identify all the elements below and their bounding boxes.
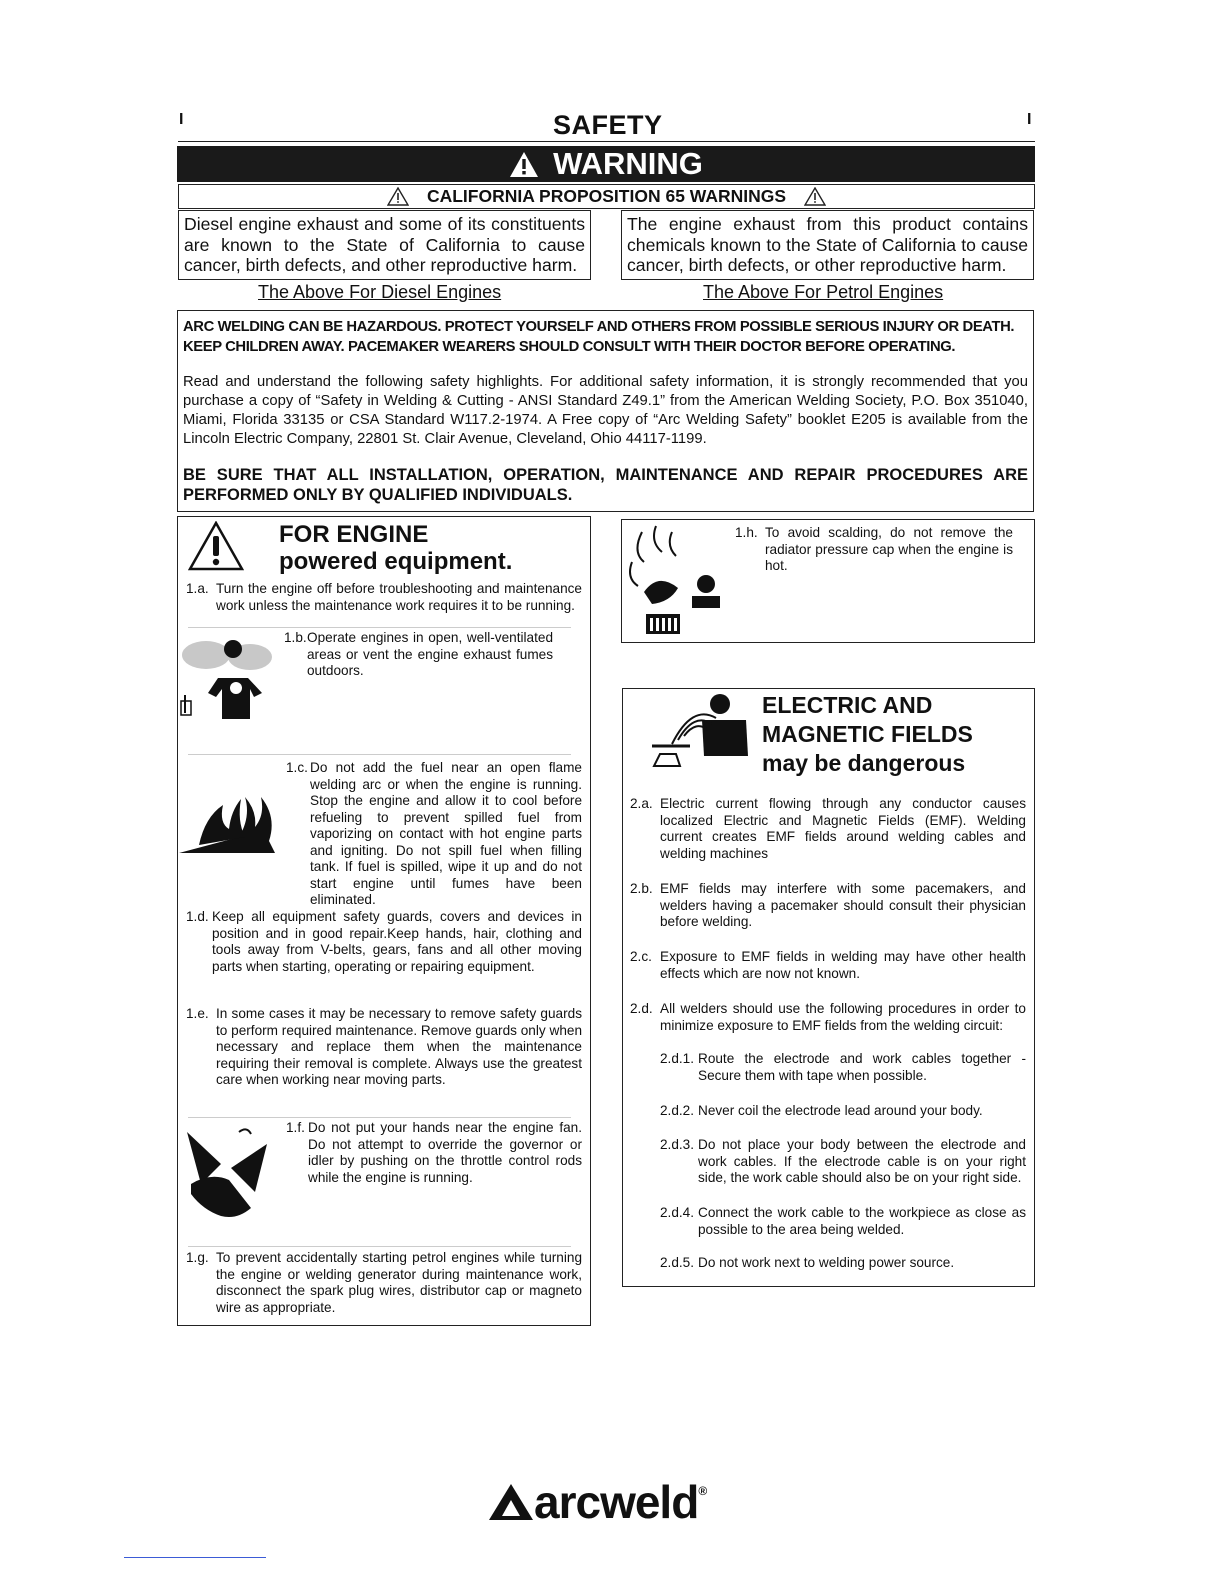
petrol-caption: The Above For Petrol Engines	[703, 282, 944, 302]
notice-paragraph: Read and understand the following safety highlights. For additional safety information, it is strongly recommended that you purchase a copy of “Safety in Welding & Cutting - ANSI Standard Z49.1” from the American Welding Society, P.O. Box 351040, Miami, Florida 33135 or CSA Standard W117.2-1974. A Free copy of “Arc Welding Safety” booklet E205 is available from the Lincoln Electric Company, 22801 St. Clair Avenue, Cleveland, Ohio 44117-1199.	[183, 374, 1028, 447]
prop65-title-bar	[178, 184, 1035, 209]
warning-label: WARNING	[553, 146, 703, 181]
subitem-number: 2.d.1.	[660, 1051, 695, 1066]
emf-heading-line-1: ELECTRIC AND	[762, 692, 933, 718]
item-text: Operate engines in open, well-ventilated areas or vent the engine exhaust fumes outdoors.	[307, 630, 553, 678]
notice-bold-line-1: ARC WELDING CAN BE HAZARDOUS. PROTECT YOURSELF AND OTHERS FROM POSSIBLE SERIOUS INJURY OR DEATH.	[183, 319, 1015, 335]
item-number: 1.h.	[735, 525, 758, 540]
arc-welding-notice	[177, 310, 1034, 512]
footer-link-line	[124, 1557, 266, 1558]
fire-hazard-icon	[179, 777, 277, 855]
emf-heading-line-3: may be dangerous	[762, 750, 966, 776]
divider	[188, 627, 571, 628]
fumes-hazard-icon	[178, 633, 276, 721]
subitem-text: Do not work next to welding power source.	[698, 1255, 955, 1270]
item-number: 1.b.	[284, 630, 307, 645]
emf-heading	[762, 691, 973, 778]
notice-bold-line-2: KEEP CHILDREN AWAY. PACEMAKER WEARERS SHOULD CONSULT WITH THEIR DOCTOR BEFORE OPERATING.	[183, 339, 956, 355]
registered-mark: ®	[698, 1484, 707, 1498]
caution-triangle-icon	[387, 187, 409, 206]
item-text: Do not put your hands near the engine fan. Do not attempt to override the governor or idler by pushing on the throttle control rods while the engine is running.	[308, 1120, 582, 1185]
page-title: SAFETY	[553, 110, 663, 140]
item-text: In some cases it may be necessary to remove safety guards to perform required maintenance. Remove guards only when necessary and replace them when the maintenance requiring their removal is complete. Always use the greatest care when working near moving parts.	[216, 1006, 582, 1087]
emf-hazard-icon	[650, 690, 750, 774]
divider	[188, 754, 571, 755]
item-text: Do not add the fuel near an open flame welding arc or when the engine is running. Stop the engine and allow it to cool before refueling to prevent spilled fuel from vaporizing on contact with hot engine parts and igniting. Do not spill fuel when filling tank. If fuel is spilled, wipe it up and do not start engine until fumes have been eliminated.	[310, 760, 582, 907]
item-text: All welders should use the following procedures in order to minimize exposure to EMF fields from the welding circuit:	[660, 1001, 1026, 1033]
page-marker-left: I	[179, 111, 184, 128]
diesel-caption: The Above For Diesel Engines	[258, 282, 502, 302]
emf-heading-line-2: MAGNETIC FIELDS	[762, 721, 973, 747]
item-number: 1.g.	[186, 1250, 209, 1265]
item-text: To avoid scalding, do not remove the radiator pressure cap when the engine is hot.	[765, 525, 1013, 573]
item-number: 2.a.	[630, 796, 653, 811]
subitem-text: Route the electrode and work cables together - Secure them with tape when possible.	[698, 1051, 1026, 1083]
item-text: Exposure to EMF fields in welding may have other health effects which are now not known.	[660, 949, 1026, 981]
divider	[188, 1246, 571, 1247]
subitem-text: Never coil the electrode lead around your body.	[698, 1103, 983, 1118]
brand-logo	[488, 1476, 707, 1528]
item-text: Electric current flowing through any conductor causes localized Electric and Magnetic Fields (EMF). Welding current creates EMF fields around welding cables and welding machines	[660, 796, 1026, 861]
engine-heading-line-1: FOR ENGINE	[279, 521, 429, 548]
warning-triangle-icon	[509, 151, 539, 178]
diesel-warning-text: Diesel engine exhaust and some of its constituents are known to the State of California to cause cancer, birth defects, and other reproductive harm.	[178, 210, 591, 280]
item-text: EMF fields may interfere with some pacemakers, and welders having a pacemaker should consult their physician before welding.	[660, 881, 1026, 929]
item-number: 2.b.	[630, 881, 653, 896]
subitem-number: 2.d.4.	[660, 1205, 695, 1220]
item-text: Turn the engine off before troubleshooting and maintenance work unless the maintenance work requires it to be running.	[216, 581, 582, 613]
divider	[188, 1117, 571, 1118]
petrol-warning-text: The engine exhaust from this product contains chemicals known to the State of California to cause cancer, birth defects, or other reproductive harm.	[621, 210, 1034, 280]
subitem-text: Do not place your body between the electrode and work cables. If the electrode cable is on your right side, the work cable should also be on your right side.	[698, 1137, 1026, 1185]
item-text: Keep all equipment safety guards, covers and devices in position and in good repair.Keep hands, hair, clothing and tools away from V-belts, gears, fans and all other moving parts when starting, operating or repairing equipment.	[212, 909, 582, 974]
notice-bold-footer: BE SURE THAT ALL INSTALLATION, OPERATION, MAINTENANCE AND REPAIR PROCEDURES ARE PERFORMED ONLY BY QUALIFIED INDIVIDUALS.	[183, 466, 1028, 504]
subitem-number: 2.d.2.	[660, 1103, 695, 1118]
caution-triangle-icon	[188, 521, 244, 571]
engine-heading-line-2: powered equipment.	[279, 548, 513, 575]
page-marker-right: I	[1027, 111, 1032, 128]
radiator-scald-icon	[622, 522, 722, 638]
item-number: 2.d.	[630, 1001, 653, 1016]
brand-name: arcweld	[534, 1476, 699, 1528]
engine-heading	[279, 521, 512, 575]
subitem-number: 2.d.5.	[660, 1255, 695, 1270]
prop65-title: CALIFORNIA PROPOSITION 65 WARNINGS	[426, 186, 787, 206]
item-number: 2.c.	[630, 949, 652, 964]
subitem-text: Connect the work cable to the workpiece as close as possible to the area being welded.	[698, 1205, 1026, 1237]
warning-banner	[177, 146, 1035, 182]
item-number: 1.f.	[286, 1120, 305, 1135]
fan-hazard-icon	[181, 1124, 273, 1224]
item-number: 1.d.	[186, 909, 209, 924]
item-text: To prevent accidentally starting petrol engines while turning the engine or welding generator during maintenance work, disconnect the spark plug wires, distributor cap or magneto wire as appropriate.	[216, 1250, 582, 1315]
subitem-number: 2.d.3.	[660, 1137, 695, 1152]
item-number: 1.a.	[186, 581, 209, 596]
arcweld-logo-icon	[488, 1482, 534, 1522]
item-number: 1.c.	[286, 760, 308, 775]
item-number: 1.e.	[186, 1006, 209, 1021]
title-rule	[178, 141, 1035, 142]
caution-triangle-icon	[804, 187, 826, 206]
